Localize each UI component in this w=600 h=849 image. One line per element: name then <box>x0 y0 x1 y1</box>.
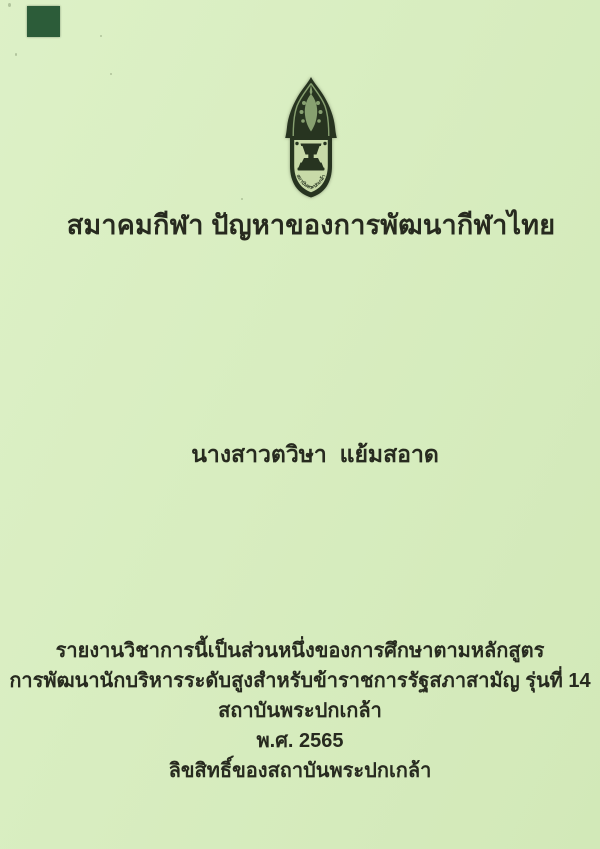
footer-line-year: พ.ศ. 2565 <box>256 730 344 752</box>
seal-dot-left <box>295 142 298 145</box>
scan-speck <box>100 35 102 37</box>
footer-line-program-name: การพัฒนานักบริหารระดับสูงสำหรับข้าราชการรัฐสภาสามัญ รุ่นที่ 14 <box>9 670 591 692</box>
corner-label <box>27 6 60 37</box>
footer-line-copyright: ลิขสิทธิ์ของสถาบันพระปกเกล้า <box>168 760 432 782</box>
scan-speck <box>15 53 17 56</box>
scan-speck <box>8 3 11 7</box>
seal-curved-text-path: สถาบันพระปกเกล้า <box>294 173 328 192</box>
footer-block <box>0 636 600 786</box>
footer-line-course-statement: รายงานวิชาการนี้เป็นส่วนหนึ่งของการศึกษาตามหลักสูตร <box>55 640 545 662</box>
report-title: สมาคมกีฬา ปัญหาของการพัฒนากีฬาไทย <box>66 210 556 240</box>
institute-seal-emblem <box>283 76 339 200</box>
scan-speck <box>110 73 112 75</box>
footer-line-institute-name: สถาบันพระปกเกล้า <box>218 700 382 722</box>
author-name: นางสาวตวิษา แย้มสอาด <box>191 441 439 467</box>
seal-dot-right <box>323 142 326 145</box>
scan-speck <box>241 198 243 200</box>
